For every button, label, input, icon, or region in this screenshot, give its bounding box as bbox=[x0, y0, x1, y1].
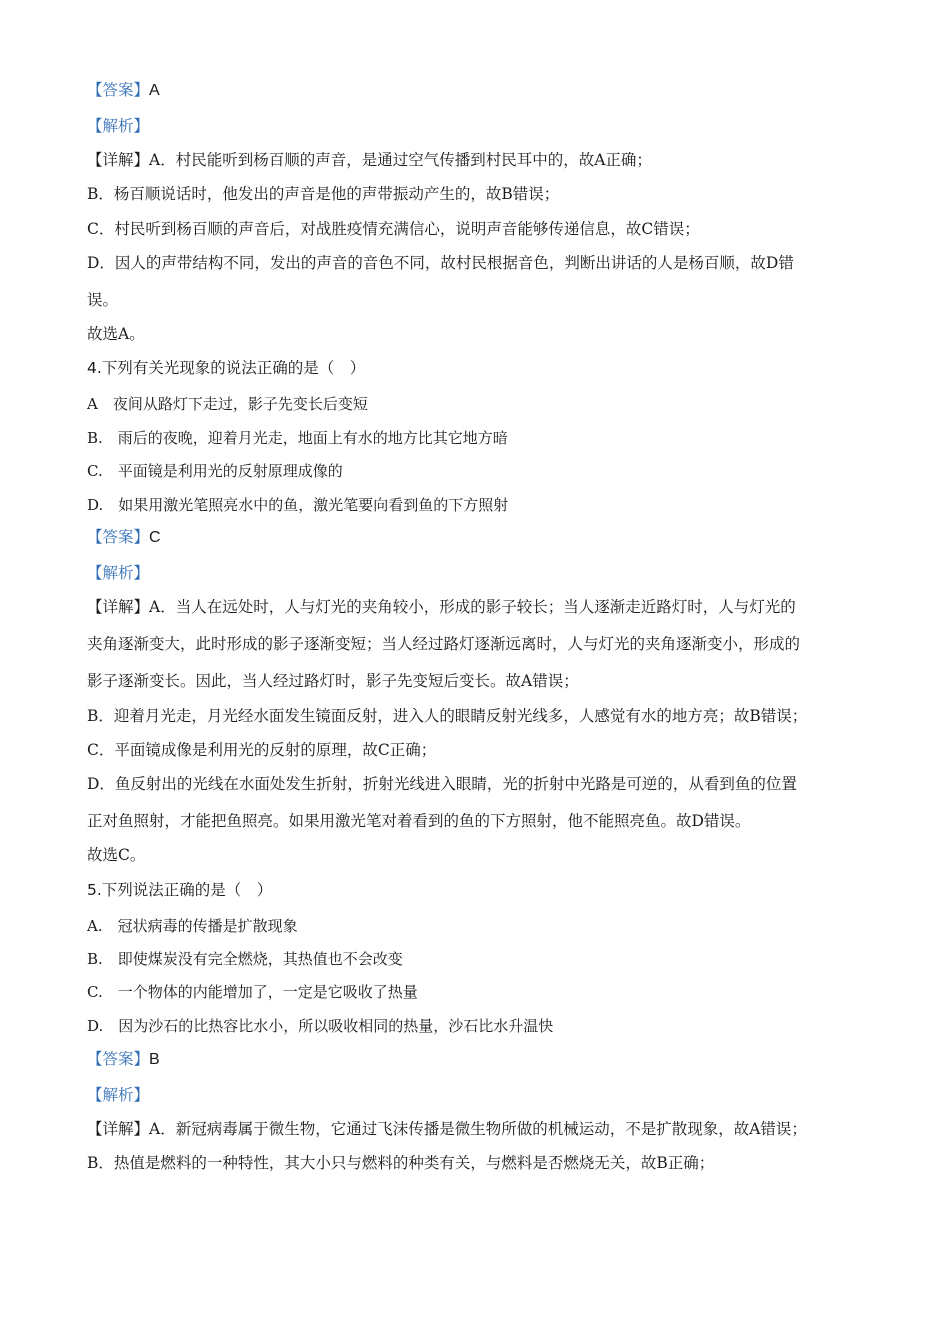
q5-detail-text: A．新冠病毒属于微生物，它通过飞沫传播是微生物所做的机械运动，不是扩散现象，故A错误； bbox=[149, 1120, 807, 1138]
q4-detail-line-1 bbox=[87, 597, 796, 617]
q3-analysis-heading bbox=[87, 116, 149, 136]
q4-detail-line-3: 影子逐渐变长。因此，当人经过路灯时，影子先变短后变长。故A错误； bbox=[87, 672, 579, 690]
q5-detail-line-2: B．热值是燃料的一种特性，其大小只与燃料的种类有关，与燃料是否燃烧无关，故B正确； bbox=[87, 1154, 715, 1172]
analysis-label: 【解析】 bbox=[87, 1086, 150, 1104]
q5-option-a: A. 冠状病毒的传播是扩散现象 bbox=[87, 917, 298, 935]
answer-label: 【答案】 bbox=[87, 81, 150, 99]
q5-option-d: D. 因为沙石的比热容比水小，所以吸收相同的热量，沙石比水升温快 bbox=[87, 1017, 554, 1035]
answer-label: 【答案】 bbox=[87, 1050, 150, 1068]
q3-detail-line-1 bbox=[87, 150, 652, 170]
q5-answer-line bbox=[87, 1049, 160, 1070]
q3-detail-line-3: C．村民听到杨百顺的声音后，对战胜疫情充满信心，说明声音能够传递信息，故C错误； bbox=[87, 220, 700, 238]
q5-stem: 5.下列说法正确的是（ ） bbox=[87, 881, 273, 899]
q3-answer-value: A bbox=[149, 82, 160, 99]
q4-answer-value: C bbox=[149, 529, 161, 546]
q4-option-d: D. 如果用激光笔照亮水中的鱼，激光笔要向看到鱼的下方照射 bbox=[87, 496, 509, 514]
q3-detail-line-5: 误。 bbox=[87, 291, 119, 309]
q3-detail-line-2: B．杨百顺说话时，他发出的声音是他的声带振动产生的，故B错误； bbox=[87, 185, 560, 203]
q4-option-c: C. 平面镜是利用光的反射原理成像的 bbox=[87, 462, 343, 480]
q3-answer-line bbox=[87, 80, 160, 101]
q5-answer-value: B bbox=[149, 1051, 160, 1068]
q4-option-a: A 夜间从路灯下走过，影子先变长后变短 bbox=[87, 395, 368, 413]
analysis-label: 【解析】 bbox=[87, 117, 150, 135]
q4-option-b: B. 雨后的夜晚，迎着月光走，地面上有水的地方比其它地方暗 bbox=[87, 429, 508, 447]
q4-detail-line-6: D．鱼反射出的光线在水面处发生折射，折射光线进入眼睛，光的折射中光路是可逆的，从看到鱼的位置 bbox=[87, 775, 797, 793]
detail-label: 【详解】 bbox=[87, 151, 150, 169]
q4-detail-line-7: 正对鱼照射，才能把鱼照亮。如果用激光笔对着看到的鱼的下方照射，他不能照亮鱼。故D错误。 bbox=[87, 812, 751, 830]
q5-detail-line-1 bbox=[87, 1119, 807, 1139]
q5-option-b: B. 即使煤炭没有完全燃烧，其热值也不会改变 bbox=[87, 950, 403, 968]
q4-detail-line-4: B．迎着月光走，月光经水面发生镜面反射，进入人的眼睛反射光线多，人感觉有水的地方亮；故B错误； bbox=[87, 707, 808, 725]
q4-conclusion: 故选C。 bbox=[87, 846, 146, 864]
q4-detail-line-5: C．平面镜成像是利用光的反射的原理，故C正确； bbox=[87, 741, 437, 759]
detail-label: 【详解】 bbox=[87, 1120, 150, 1138]
q3-detail-text: A．村民能听到杨百顺的声音，是通过空气传播到村民耳中的，故A正确； bbox=[149, 151, 652, 169]
analysis-label: 【解析】 bbox=[87, 564, 150, 582]
q4-answer-line bbox=[87, 527, 161, 548]
detail-label: 【详解】 bbox=[87, 598, 150, 616]
q3-conclusion: 故选A。 bbox=[87, 325, 145, 343]
q4-detail-line-2: 夹角逐渐变大，此时形成的影子逐渐变短；当人经过路灯逐渐远离时，人与灯光的夹角逐渐变小，形成的 bbox=[87, 635, 801, 653]
q5-option-c: C. 一个物体的内能增加了，一定是它吸收了热量 bbox=[87, 983, 418, 1001]
answer-label: 【答案】 bbox=[87, 528, 150, 546]
q3-detail-line-4: D．因人的声带结构不同，发出的声音的音色不同，故村民根据音色，判断出讲话的人是杨百顺，故D错 bbox=[87, 254, 794, 272]
q5-analysis-heading bbox=[87, 1085, 149, 1105]
q4-detail-text: A．当人在远处时，人与灯光的夹角较小，形成的影子较长；当人逐渐走近路灯时，人与灯光的 bbox=[149, 598, 796, 616]
q4-stem: 4.下列有关光现象的说法正确的是（ ） bbox=[87, 359, 366, 377]
q4-analysis-heading bbox=[87, 563, 149, 583]
